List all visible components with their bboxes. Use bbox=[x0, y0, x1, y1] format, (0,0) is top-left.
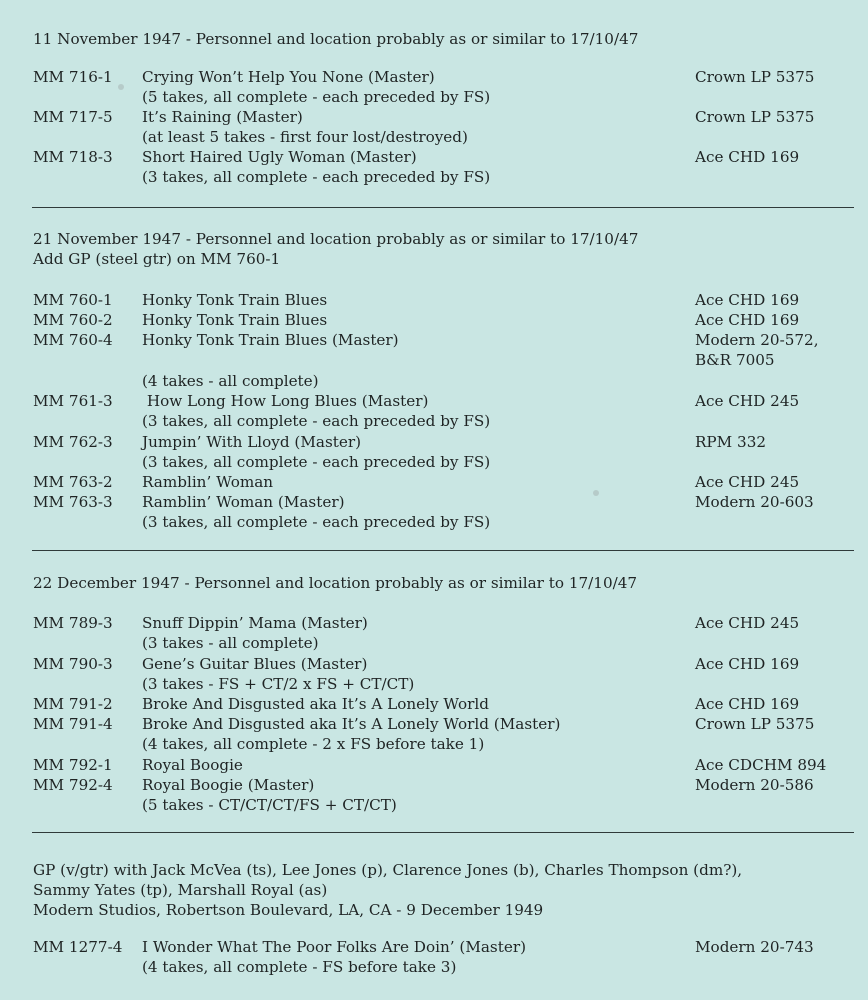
track-title: Ramblin’ Woman (Master) bbox=[142, 493, 345, 511]
release-label: Ace CHD 245 bbox=[695, 392, 800, 410]
section-divider bbox=[32, 207, 854, 208]
release-label: Modern 20-603 bbox=[695, 493, 814, 511]
track-row bbox=[0, 67, 868, 87]
release-label: Ace CHD 169 bbox=[695, 148, 800, 166]
release-label: Ace CHD 169 bbox=[695, 695, 800, 713]
matrix-number: MM 718-3 bbox=[33, 148, 113, 166]
track-row bbox=[0, 330, 868, 350]
matrix-number: MM 790-3 bbox=[33, 655, 113, 673]
matrix-number: MM 1277-4 bbox=[33, 938, 123, 956]
release-label: Ace CHD 169 bbox=[695, 311, 800, 329]
release-label: Crown LP 5375 bbox=[695, 68, 815, 86]
track-row bbox=[0, 755, 868, 775]
matrix-number: MM 716-1 bbox=[33, 68, 113, 86]
track-row bbox=[0, 107, 868, 127]
track-title: Honky Tonk Train Blues bbox=[142, 291, 328, 309]
take-note: (4 takes - all complete) bbox=[142, 372, 319, 390]
track-title: Crying Won’t Help You None (Master) bbox=[142, 68, 435, 86]
release-label: Ace CDCHM 894 bbox=[695, 756, 827, 774]
track-row bbox=[0, 492, 868, 512]
track-row bbox=[0, 613, 868, 633]
track-title: Royal Boogie (Master) bbox=[142, 776, 315, 794]
session-location: Modern Studios, Robertson Boulevard, LA, CA - 9 December 1949 bbox=[33, 901, 544, 919]
track-title: Broke And Disgusted aka It’s A Lonely World bbox=[142, 695, 489, 713]
track-row bbox=[0, 310, 868, 330]
matrix-number: MM 760-1 bbox=[33, 291, 113, 309]
session-personnel: GP (v/gtr) with Jack McVea (ts), Lee Jones (p), Clarence Jones (b), Charles Thompson (dm?), bbox=[33, 861, 743, 879]
matrix-number: MM 763-2 bbox=[33, 473, 113, 491]
section-divider bbox=[32, 550, 854, 551]
release-label: Modern 20-572, bbox=[695, 331, 819, 349]
matrix-number: MM 789-3 bbox=[33, 614, 113, 632]
track-row bbox=[0, 937, 868, 957]
matrix-number: MM 760-2 bbox=[33, 311, 113, 329]
track-title: Short Haired Ugly Woman (Master) bbox=[142, 148, 417, 166]
track-row bbox=[0, 694, 868, 714]
track-row bbox=[0, 775, 868, 795]
take-note: (3 takes - all complete) bbox=[142, 634, 319, 652]
take-note: (3 takes, all complete - each preceded by FS) bbox=[142, 412, 491, 430]
track-title: Royal Boogie bbox=[142, 756, 243, 774]
matrix-number: MM 792-4 bbox=[33, 776, 113, 794]
matrix-number: MM 763-3 bbox=[33, 493, 113, 511]
matrix-number: MM 761-3 bbox=[33, 392, 113, 410]
take-note: (4 takes, all complete - FS before take 3) bbox=[142, 958, 457, 976]
track-title: Broke And Disgusted aka It’s A Lonely World (Master) bbox=[142, 715, 561, 733]
take-note: (4 takes, all complete - 2 x FS before take 1) bbox=[142, 735, 485, 753]
track-row bbox=[0, 654, 868, 674]
take-note: (5 takes, all complete - each preceded by FS) bbox=[142, 88, 491, 106]
release-label: Crown LP 5375 bbox=[695, 108, 815, 126]
track-title: It’s Raining (Master) bbox=[142, 108, 303, 126]
track-row bbox=[0, 391, 868, 411]
release-label: RPM 332 bbox=[695, 433, 767, 451]
track-title: I Wonder What The Poor Folks Are Doin’ (Master) bbox=[142, 938, 527, 956]
matrix-number: MM 760-4 bbox=[33, 331, 113, 349]
paper-speck bbox=[593, 490, 599, 496]
matrix-number: MM 792-1 bbox=[33, 756, 113, 774]
take-note: (at least 5 takes - first four lost/destroyed) bbox=[142, 128, 468, 146]
session-personnel: Sammy Yates (tp), Marshall Royal (as) bbox=[33, 881, 328, 899]
matrix-number: MM 762-3 bbox=[33, 433, 113, 451]
section-divider bbox=[32, 832, 854, 833]
take-note: (3 takes - FS + CT/2 x FS + CT/CT) bbox=[142, 675, 415, 693]
matrix-number: MM 791-4 bbox=[33, 715, 113, 733]
release-label: Ace CHD 245 bbox=[695, 614, 800, 632]
release-label: Ace CHD 169 bbox=[695, 291, 800, 309]
session-personnel-note: Add GP (steel gtr) on MM 760-1 bbox=[33, 250, 281, 268]
take-note: (3 takes, all complete - each preceded by FS) bbox=[142, 453, 491, 471]
release-label: Modern 20-586 bbox=[695, 776, 814, 794]
track-title: How Long How Long Blues (Master) bbox=[142, 392, 429, 410]
release-label: B&R 7005 bbox=[695, 351, 775, 369]
release-label: Modern 20-743 bbox=[695, 938, 814, 956]
track-row bbox=[0, 290, 868, 310]
take-note: (3 takes, all complete - each preceded by FS) bbox=[142, 168, 491, 186]
session-header: 21 November 1947 - Personnel and location probably as or similar to 17/10/47 bbox=[33, 230, 639, 248]
matrix-number: MM 791-2 bbox=[33, 695, 113, 713]
track-title: Snuff Dippin’ Mama (Master) bbox=[142, 614, 368, 632]
release-label: Crown LP 5375 bbox=[695, 715, 815, 733]
session-header: 22 December 1947 - Personnel and location probably as or similar to 17/10/47 bbox=[33, 574, 638, 592]
track-title: Jumpin’ With Lloyd (Master) bbox=[142, 433, 362, 451]
track-title: Ramblin’ Woman bbox=[142, 473, 274, 491]
paper-speck bbox=[118, 84, 124, 90]
take-note: (3 takes, all complete - each preceded by FS) bbox=[142, 513, 491, 531]
track-row bbox=[0, 432, 868, 452]
track-title: Gene’s Guitar Blues (Master) bbox=[142, 655, 368, 673]
session-header: 11 November 1947 - Personnel and location probably as or similar to 17/10/47 bbox=[33, 30, 639, 48]
release-label: Ace CHD 245 bbox=[695, 473, 800, 491]
track-row bbox=[0, 472, 868, 492]
release-label: Ace CHD 169 bbox=[695, 655, 800, 673]
matrix-number: MM 717-5 bbox=[33, 108, 113, 126]
track-row bbox=[0, 147, 868, 167]
track-title: Honky Tonk Train Blues (Master) bbox=[142, 331, 399, 349]
track-title: Honky Tonk Train Blues bbox=[142, 311, 328, 329]
take-note: (5 takes - CT/CT/CT/FS + CT/CT) bbox=[142, 796, 397, 814]
track-row bbox=[0, 714, 868, 734]
